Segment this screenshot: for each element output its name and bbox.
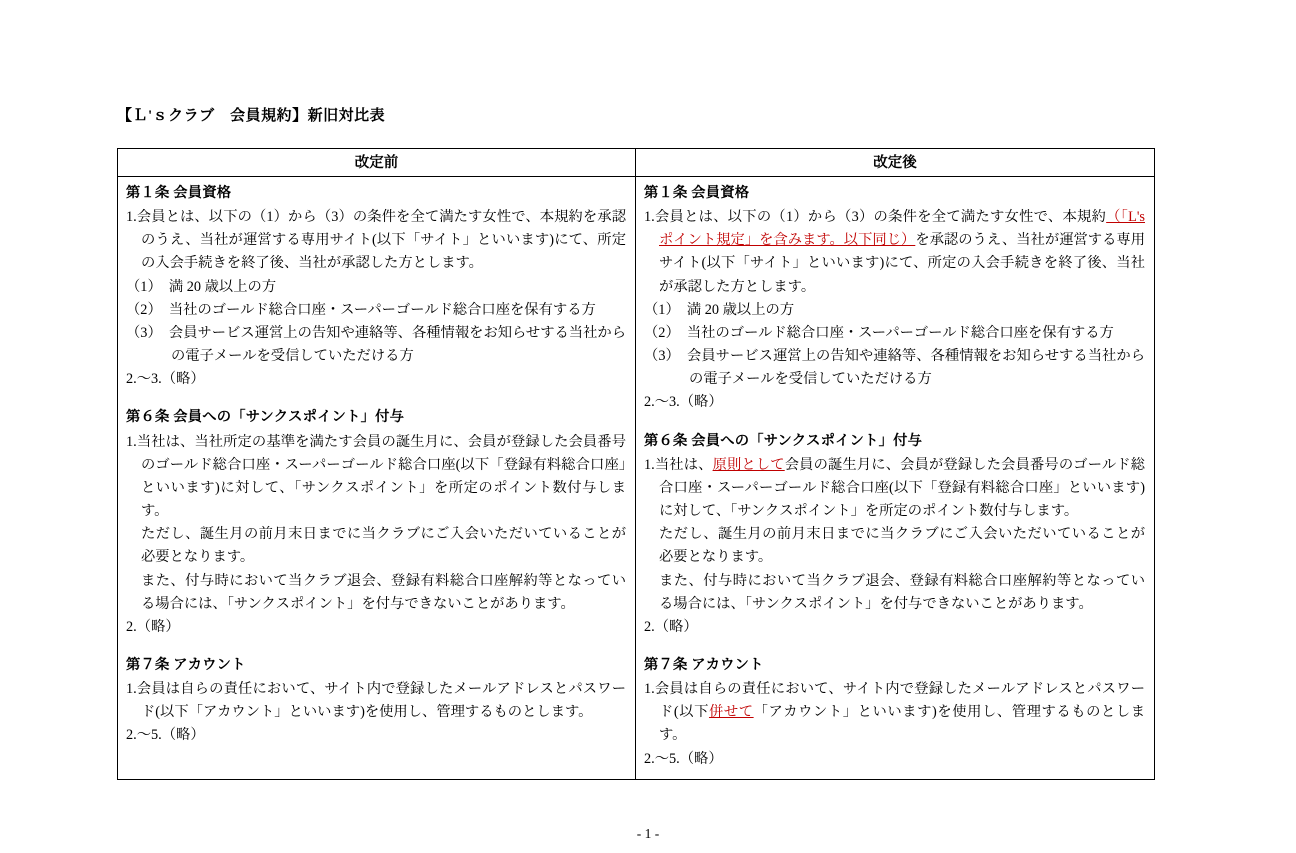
clause-paragraph	[644, 206, 1145, 299]
paragraph-text: また、付与時において当クラブ退会、登録有料総合口座解約等となっている場合には、「サンクスポイント」を付与できないことがあります。	[659, 572, 1145, 612]
paragraph-text: 2.（略）	[644, 618, 698, 635]
clause-paragraph: また、付与時において当クラブ退会、登録有料総合口座解約等となっている場合には、「サンクスポイント」を付与できないことがあります。	[141, 572, 626, 612]
clause-paragraph	[644, 322, 1145, 345]
revision-text: 併せて	[708, 704, 754, 721]
clause-section	[126, 406, 626, 639]
before-content	[118, 177, 635, 756]
paragraph-text: （1） 満 20 歳以上の方	[644, 301, 795, 318]
paragraph-text: を承認のうえ、当社が運営する専用サイト(以下「サイト」といいます)にて、所定の入会手続きを終了後、当社が承認した方とします。	[659, 232, 1146, 295]
paragraph-text: 会員の誕生月に、会員が登録した会員番号のゴールド総合口座・スーパーゴールド総合口座(以下「登録有料総合口座」といいます)に対して、「サンクスポイント」を所定のポイント数付与します。	[659, 456, 1145, 520]
clause-paragraph: （3） 会員サービス運営上の告知や連絡等、各種情報をお知らせする当社からの電子メールを受信していただける方	[126, 324, 626, 365]
paragraph-text: 1.会員とは、以下の（1）から（3）の条件を全て満たす女性で、本規約	[644, 209, 1107, 226]
clause-paragraph: 2.（略）	[126, 618, 180, 635]
paragraph-text: 1.当社は、	[644, 456, 713, 473]
clause-paragraph: 1.会員とは、以下の（1）から（3）の条件を全て満たす女性で、本規約を承認のうえ、当社が運営する専用サイト(以下「サイト」といいます)にて、所定の入会手続きを終了後、当社が承認した方とします。	[126, 209, 626, 272]
table-row	[118, 177, 1155, 780]
clause-paragraph	[644, 299, 1145, 322]
cell-after	[636, 177, 1155, 780]
clause-paragraph	[644, 616, 1145, 639]
column-header-before: 改定前	[118, 149, 636, 177]
section-heading: 第１条 会員資格	[644, 185, 750, 201]
clause-paragraph: 2.～3.（略）	[126, 371, 205, 388]
section-heading: 第６条 会員への「サンクスポイント」付与	[644, 432, 923, 449]
clause-paragraph	[644, 345, 1145, 391]
clause-paragraph: ただし、誕生月の前月末日までに当クラブにご入会いただいていることが必要となります。	[141, 526, 626, 566]
section-heading: 第６条 会員への「サンクスポイント」付与	[126, 409, 405, 426]
clause-section	[126, 182, 626, 391]
page-title: 【Ｌ'ｓクラブ 会員規約】新旧対比表	[117, 108, 386, 124]
paragraph-text: 1.会員は自らの責任において、サイト内で登録したメールアドレスとパスワード(以下	[644, 681, 1145, 721]
clause-paragraph: （2） 当社のゴールド総合口座・スーパーゴールド総合口座を保有する方	[126, 301, 596, 318]
clause-paragraph: 1.会員は自らの責任において、サイト内で登録したメールアドレスとパスワード(以下「アカウント」といいます)を使用し、管理するものとします。	[126, 681, 626, 721]
page-number: - 1 -	[636, 826, 660, 841]
clause-paragraph: （1） 満 20 歳以上の方	[126, 278, 277, 295]
clause-section	[644, 654, 1145, 771]
paragraph-text: 「アカウント」といいます)を使用し、管理するものとします。	[659, 704, 1145, 744]
cell-before	[118, 177, 636, 780]
clause-paragraph	[644, 454, 1145, 523]
revision-text: 原則として	[712, 456, 785, 473]
paragraph-text: （2） 当社のゴールド総合口座・スーパーゴールド総合口座を保有する方	[644, 324, 1114, 341]
paragraph-text: 2.～3.（略）	[644, 394, 723, 411]
section-heading: 第１条 会員資格	[126, 185, 232, 201]
after-content	[636, 177, 1154, 779]
clause-paragraph	[644, 678, 1145, 747]
section-heading: 第７条 アカウント	[126, 656, 246, 673]
paragraph-text: 2.～5.（略）	[644, 750, 723, 767]
comparison-table	[117, 148, 1155, 780]
clause-paragraph: 1.当社は、当社所定の基準を満たす会員の誕生月に、会員が登録した会員番号のゴールド総合口座・スーパーゴールド総合口座(以下「登録有料総合口座」といいます)に対して、「サンクスポイント」を所定のポイント数付与します。	[126, 433, 626, 520]
paragraph-text: （3） 会員サービス運営上の告知や連絡等、各種情報をお知らせする当社からの電子メールを受信していただける方	[644, 348, 1145, 388]
clause-section	[644, 430, 1145, 639]
clause-paragraph	[644, 570, 1145, 616]
clause-paragraph	[644, 523, 1145, 569]
clause-paragraph	[644, 748, 1145, 771]
table-header-row	[118, 149, 1155, 177]
clause-section	[644, 182, 1145, 415]
paragraph-text: ただし、誕生月の前月末日までに当クラブにご入会いただいていることが必要となります。	[659, 526, 1145, 566]
revision-text: （「L's ポイント規定」を含みます。以下同じ）	[659, 209, 1145, 249]
clause-paragraph	[644, 391, 1145, 414]
section-heading: 第７条 アカウント	[644, 656, 764, 673]
clause-paragraph: 2.～5.（略）	[126, 727, 205, 744]
column-header-after: 改定後	[636, 149, 1155, 177]
clause-section	[126, 654, 626, 748]
